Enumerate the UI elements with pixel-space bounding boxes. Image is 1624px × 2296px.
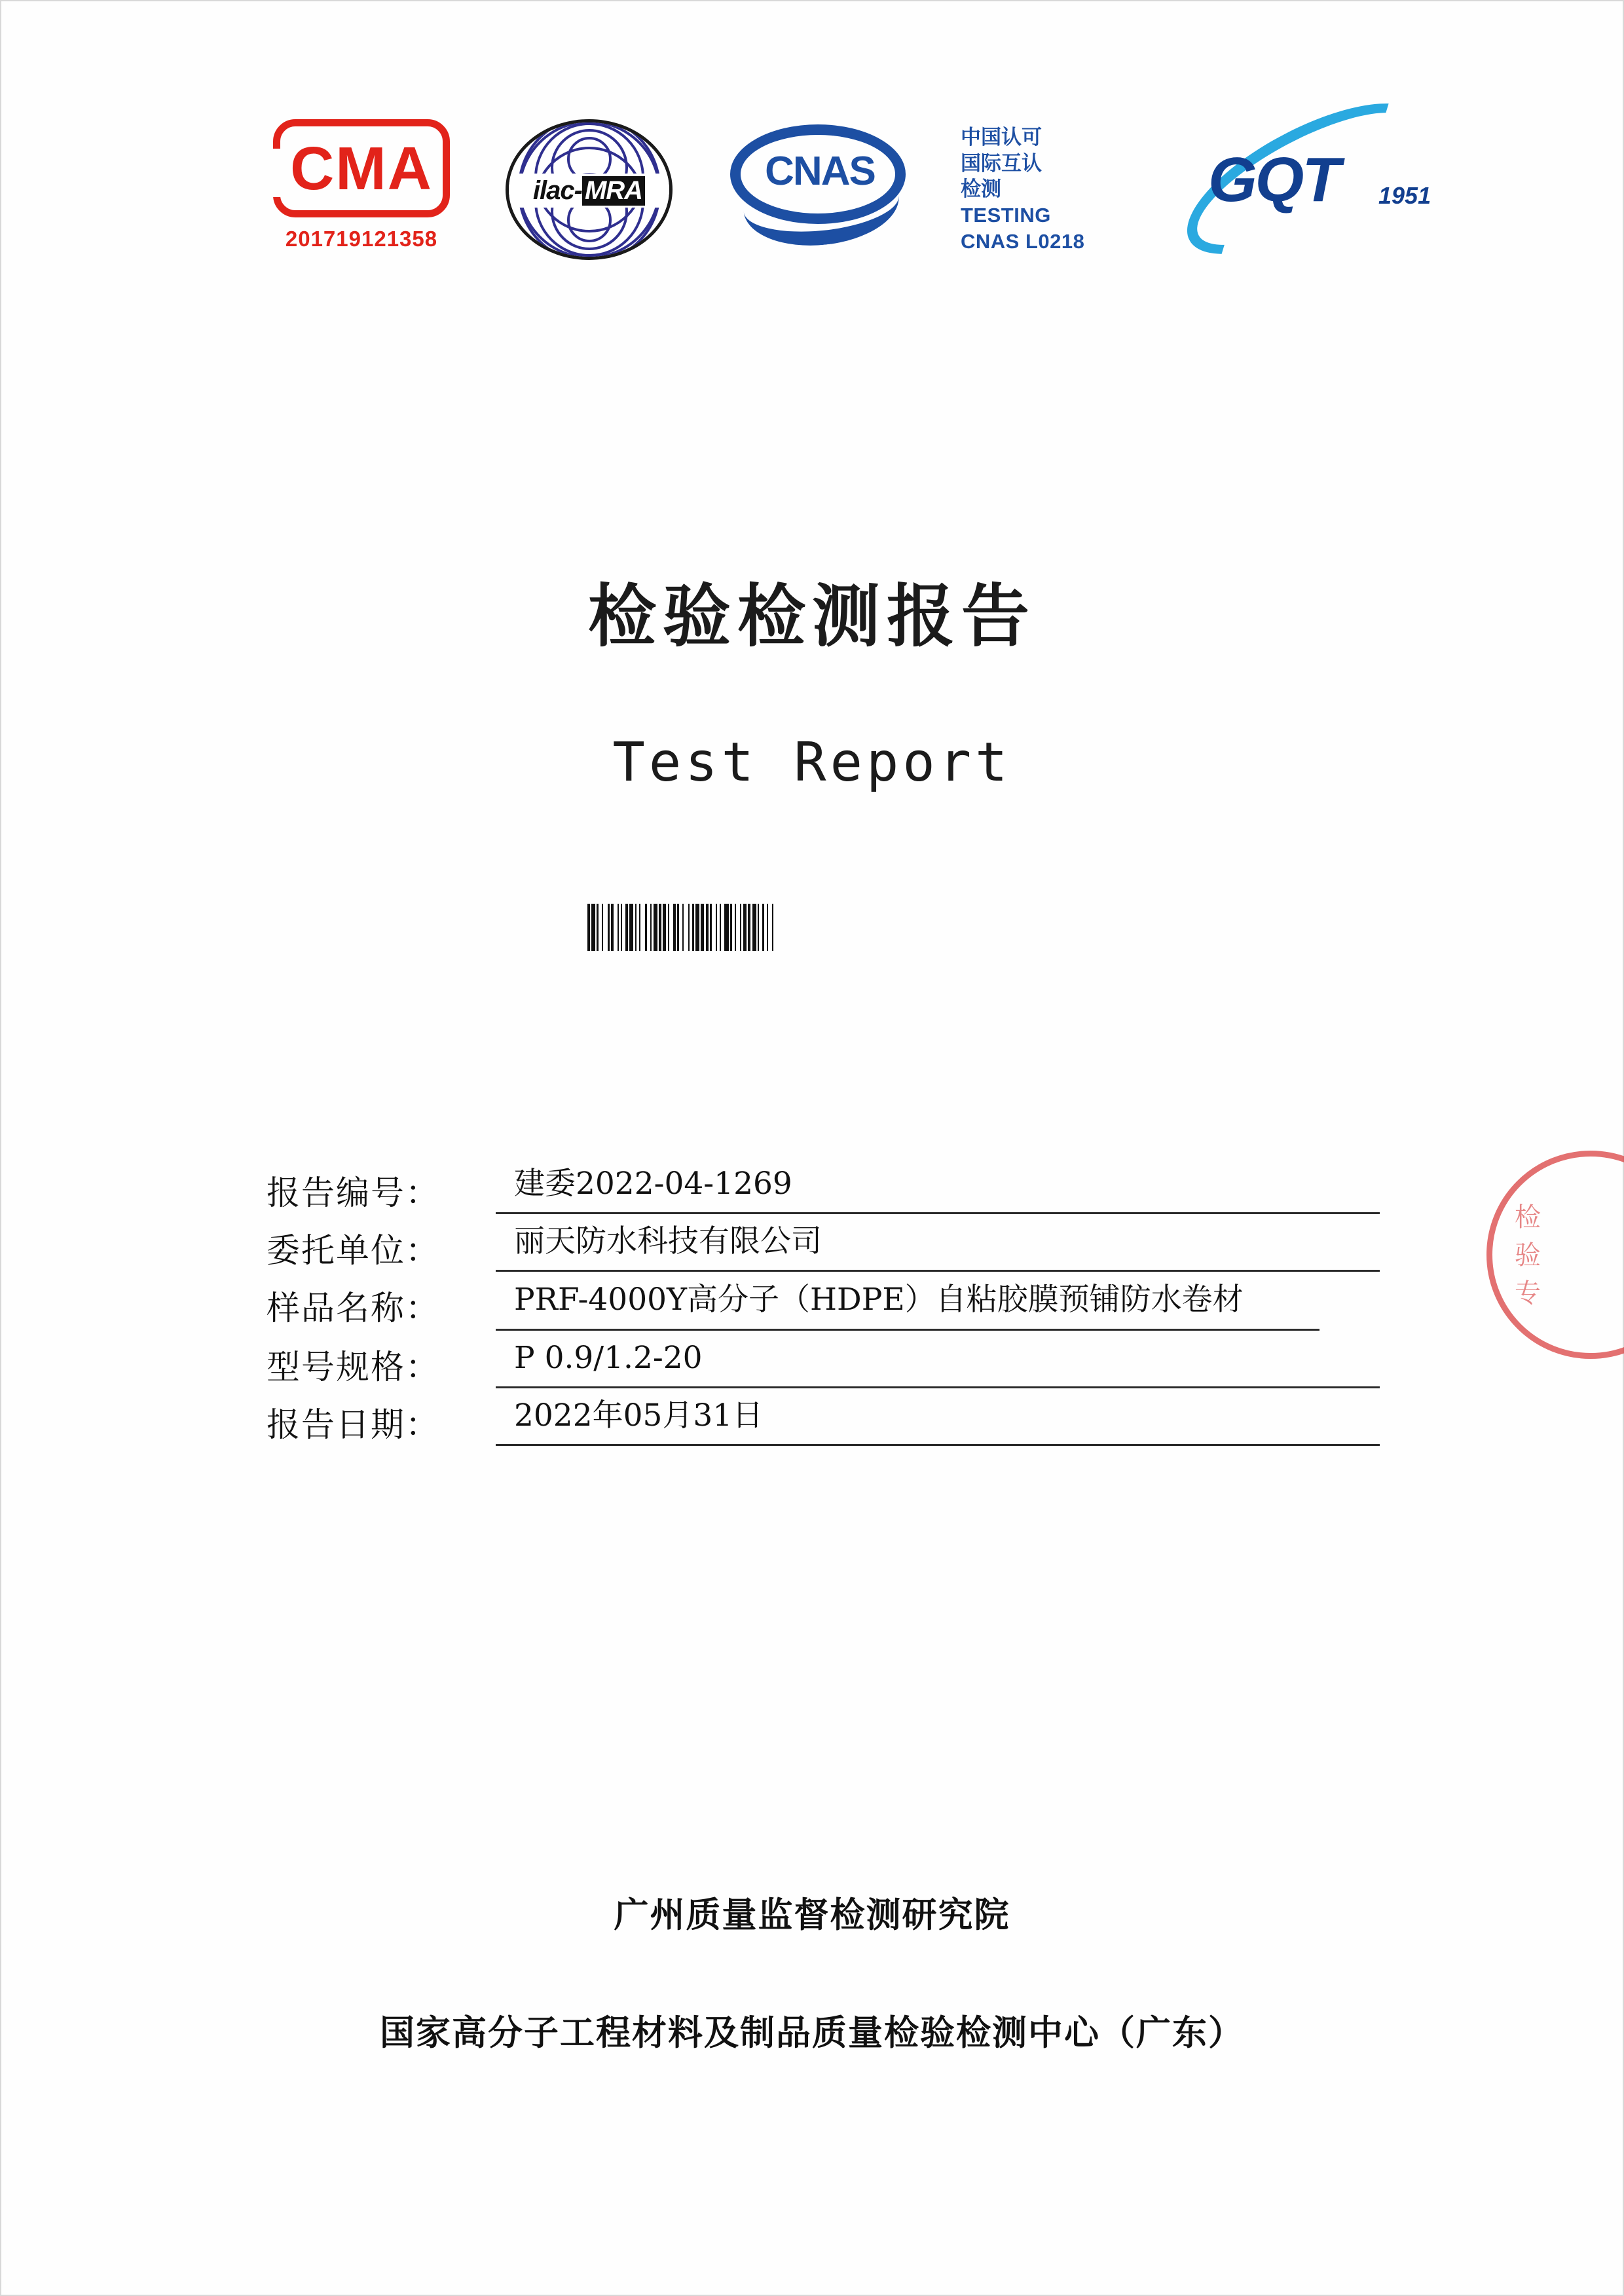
cma-logo-text: CMA — [290, 134, 433, 202]
field-value: 建委2022-04-1269 — [496, 1160, 1380, 1214]
field-label: 样品名称： — [267, 1289, 441, 1328]
gqt-logo-text: GQT — [1208, 145, 1338, 215]
official-seal-text: 检 验 专 — [1515, 1202, 1541, 1308]
official-seal — [1486, 1151, 1624, 1359]
field-sample-name — [267, 1276, 1380, 1331]
issuing-center: 国家高分子工程材料及制品质量检验检测中心（广东） — [380, 2013, 1244, 2053]
gqt-logo-year: 1951 — [1378, 182, 1431, 209]
field-model-spec — [267, 1335, 1380, 1388]
cma-logo — [263, 119, 460, 251]
field-label: 委托单位： — [267, 1232, 441, 1270]
ilac-mra-logo — [506, 119, 679, 260]
ilac-mra-logo-band — [509, 174, 669, 208]
cnas-logo — [725, 119, 915, 234]
mra-logo-text: MRA — [582, 176, 645, 206]
field-label: 报告编号： — [267, 1174, 441, 1213]
certification-logos — [263, 119, 1442, 296]
field-client-company — [267, 1218, 1380, 1272]
field-value: PRF-4000Y高分子（HDPE）自粘胶膜预铺防水卷材 — [496, 1276, 1320, 1331]
cnas-logo-text: CNAS — [765, 149, 875, 194]
cnas-text-line-1: 中国认可 — [961, 126, 1042, 149]
cnas-accreditation-text — [961, 119, 1124, 254]
cma-certificate-number: 201719121358 — [285, 227, 438, 251]
field-report-date — [267, 1392, 1380, 1446]
issuing-institute: 广州质量监督检测研究院 — [614, 1895, 1010, 1935]
field-value: 丽天防水科技有限公司 — [496, 1218, 1380, 1272]
cnas-text-line-4: TESTING — [961, 204, 1051, 227]
cma-logo-badge — [273, 119, 450, 217]
ilac-logo-text: ilac- — [532, 176, 582, 205]
field-label: 报告日期： — [267, 1405, 441, 1445]
cma-logo-notch — [272, 149, 289, 197]
cnas-text-line-3: 检测 — [961, 177, 1001, 201]
field-value: 2022年05月31日 — [496, 1392, 1380, 1446]
cnas-text-line-2: 国际互认 — [961, 151, 1042, 175]
page-title-english: Test Report — [612, 731, 1012, 794]
report-fields — [267, 1160, 1380, 1450]
ilac-mra-logo-circle — [506, 119, 673, 260]
gqt-logo — [1170, 119, 1445, 234]
field-report-number — [267, 1160, 1380, 1214]
field-label: 型号规格： — [267, 1348, 441, 1387]
cnas-text-line-5: CNAS L0218 — [961, 229, 1085, 253]
field-value: P 0.9/1.2-20 — [496, 1335, 1380, 1388]
barcode — [587, 904, 1065, 951]
page-title-chinese: 检验检测报告 — [587, 576, 1036, 656]
